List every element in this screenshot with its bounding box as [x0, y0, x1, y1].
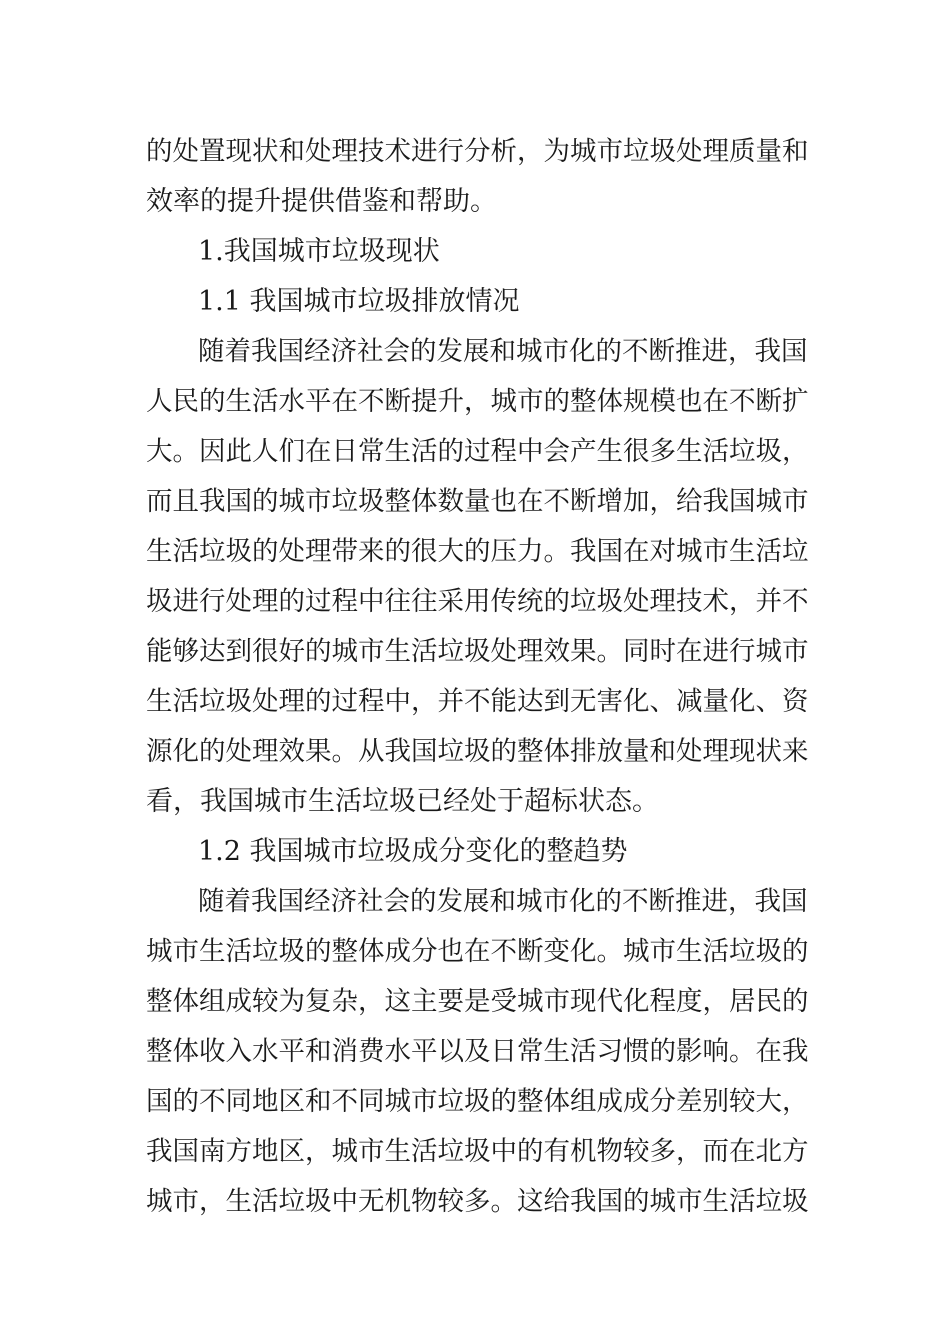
subsection-heading: 1.2 我国城市垃圾成分变化的整趋势: [198, 836, 628, 867]
paragraph-line: 人民的生活水平在不断提升，城市的整体规模也在不断扩: [146, 386, 809, 417]
paragraph-line: 我国南方地区，城市生活垃圾中的有机物较多，而在北方: [146, 1136, 809, 1167]
paragraph-line: 而且我国的城市垃圾整体数量也在不断增加，给我国城市: [146, 486, 809, 517]
paragraph-line: 整体组成较为复杂，这主要是受城市现代化程度，居民的: [146, 986, 809, 1017]
paragraph-line: 国的不同地区和不同城市垃圾的整体组成成分差别较大，: [146, 1086, 809, 1117]
paragraph-line: 城市生活垃圾的整体成分也在不断变化。城市生活垃圾的: [146, 936, 809, 967]
paragraph-line: 效率的提升提供借鉴和帮助。: [146, 186, 497, 217]
paragraph-line: 城市，生活垃圾中无机物较多。这给我国的城市生活垃圾: [146, 1186, 809, 1217]
paragraph-line: 的处置现状和处理技术进行分析，为城市垃圾处理质量和: [146, 136, 809, 167]
paragraph-line: 能够达到很好的城市生活垃圾处理效果。同时在进行城市: [146, 636, 809, 667]
paragraph-line: 随着我国经济社会的发展和城市化的不断推进，我国: [198, 886, 808, 917]
paragraph-line: 生活垃圾的处理带来的很大的压力。我国在对城市生活垃: [146, 536, 809, 567]
section-heading: 1.我国城市垃圾现状: [198, 236, 440, 267]
paragraph-line: 生活垃圾处理的过程中，并不能达到无害化、减量化、资: [146, 686, 809, 717]
paragraph-line: 随着我国经济社会的发展和城市化的不断推进，我国: [198, 336, 808, 367]
subsection-heading: 1.1 我国城市垃圾排放情况: [198, 286, 520, 317]
paragraph-line: 源化的处理效果。从我国垃圾的整体排放量和处理现状来: [146, 736, 809, 767]
paragraph-line: 大。因此人们在日常生活的过程中会产生很多生活垃圾，: [146, 436, 809, 467]
paragraph-line: 圾进行处理的过程中往往采用传统的垃圾处理技术，并不: [146, 586, 809, 617]
paragraph-line: 看，我国城市生活垃圾已经处于超标状态。: [146, 786, 659, 817]
paragraph-line: 整体收入水平和消费水平以及日常生活习惯的影响。在我: [146, 1036, 809, 1067]
